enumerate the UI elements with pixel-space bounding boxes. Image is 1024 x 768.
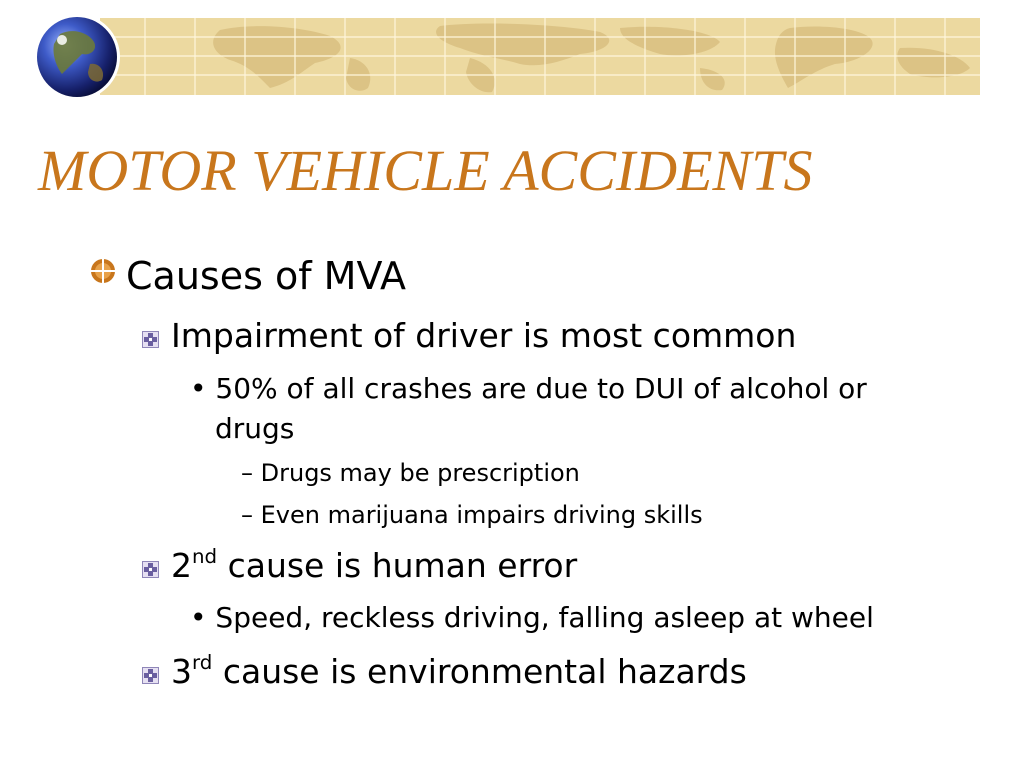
globe-icon <box>32 12 122 102</box>
item-human-error <box>171 546 577 586</box>
bullet-dui: • 50% of all crashes are due to DUI of alcohol or <box>190 372 867 405</box>
item-environmental <box>171 652 747 692</box>
item-environmental-text: cause is environmental hazards <box>212 652 747 691</box>
item-human-error-text: cause is human error <box>217 546 578 585</box>
slide-title: MOTOR VEHICLE ACCIDENTS <box>38 138 813 203</box>
sub-marijuana: – Even marijuana impairs driving skills <box>241 501 703 529</box>
bullet-speed: • Speed, reckless driving, falling asleep at wheel <box>190 601 874 634</box>
item-environmental-suffix: rd <box>192 651 213 675</box>
level2-bullet-icon <box>142 667 159 684</box>
level2-bullet-icon <box>142 561 159 578</box>
item-human-error-suffix: nd <box>192 545 218 569</box>
item-impairment: Impairment of driver is most common <box>171 316 797 355</box>
bullet-causes-of-mva: Causes of MVA <box>126 254 407 298</box>
bullet-dui-continuation: drugs <box>215 412 295 445</box>
sub-drugs-prescription: – Drugs may be prescription <box>241 459 580 487</box>
level2-bullet-icon <box>142 331 159 348</box>
level1-bullet-icon <box>88 256 118 286</box>
item-human-error-number: 2 <box>171 546 192 585</box>
item-environmental-number: 3 <box>171 652 192 691</box>
world-map-banner <box>100 18 980 95</box>
